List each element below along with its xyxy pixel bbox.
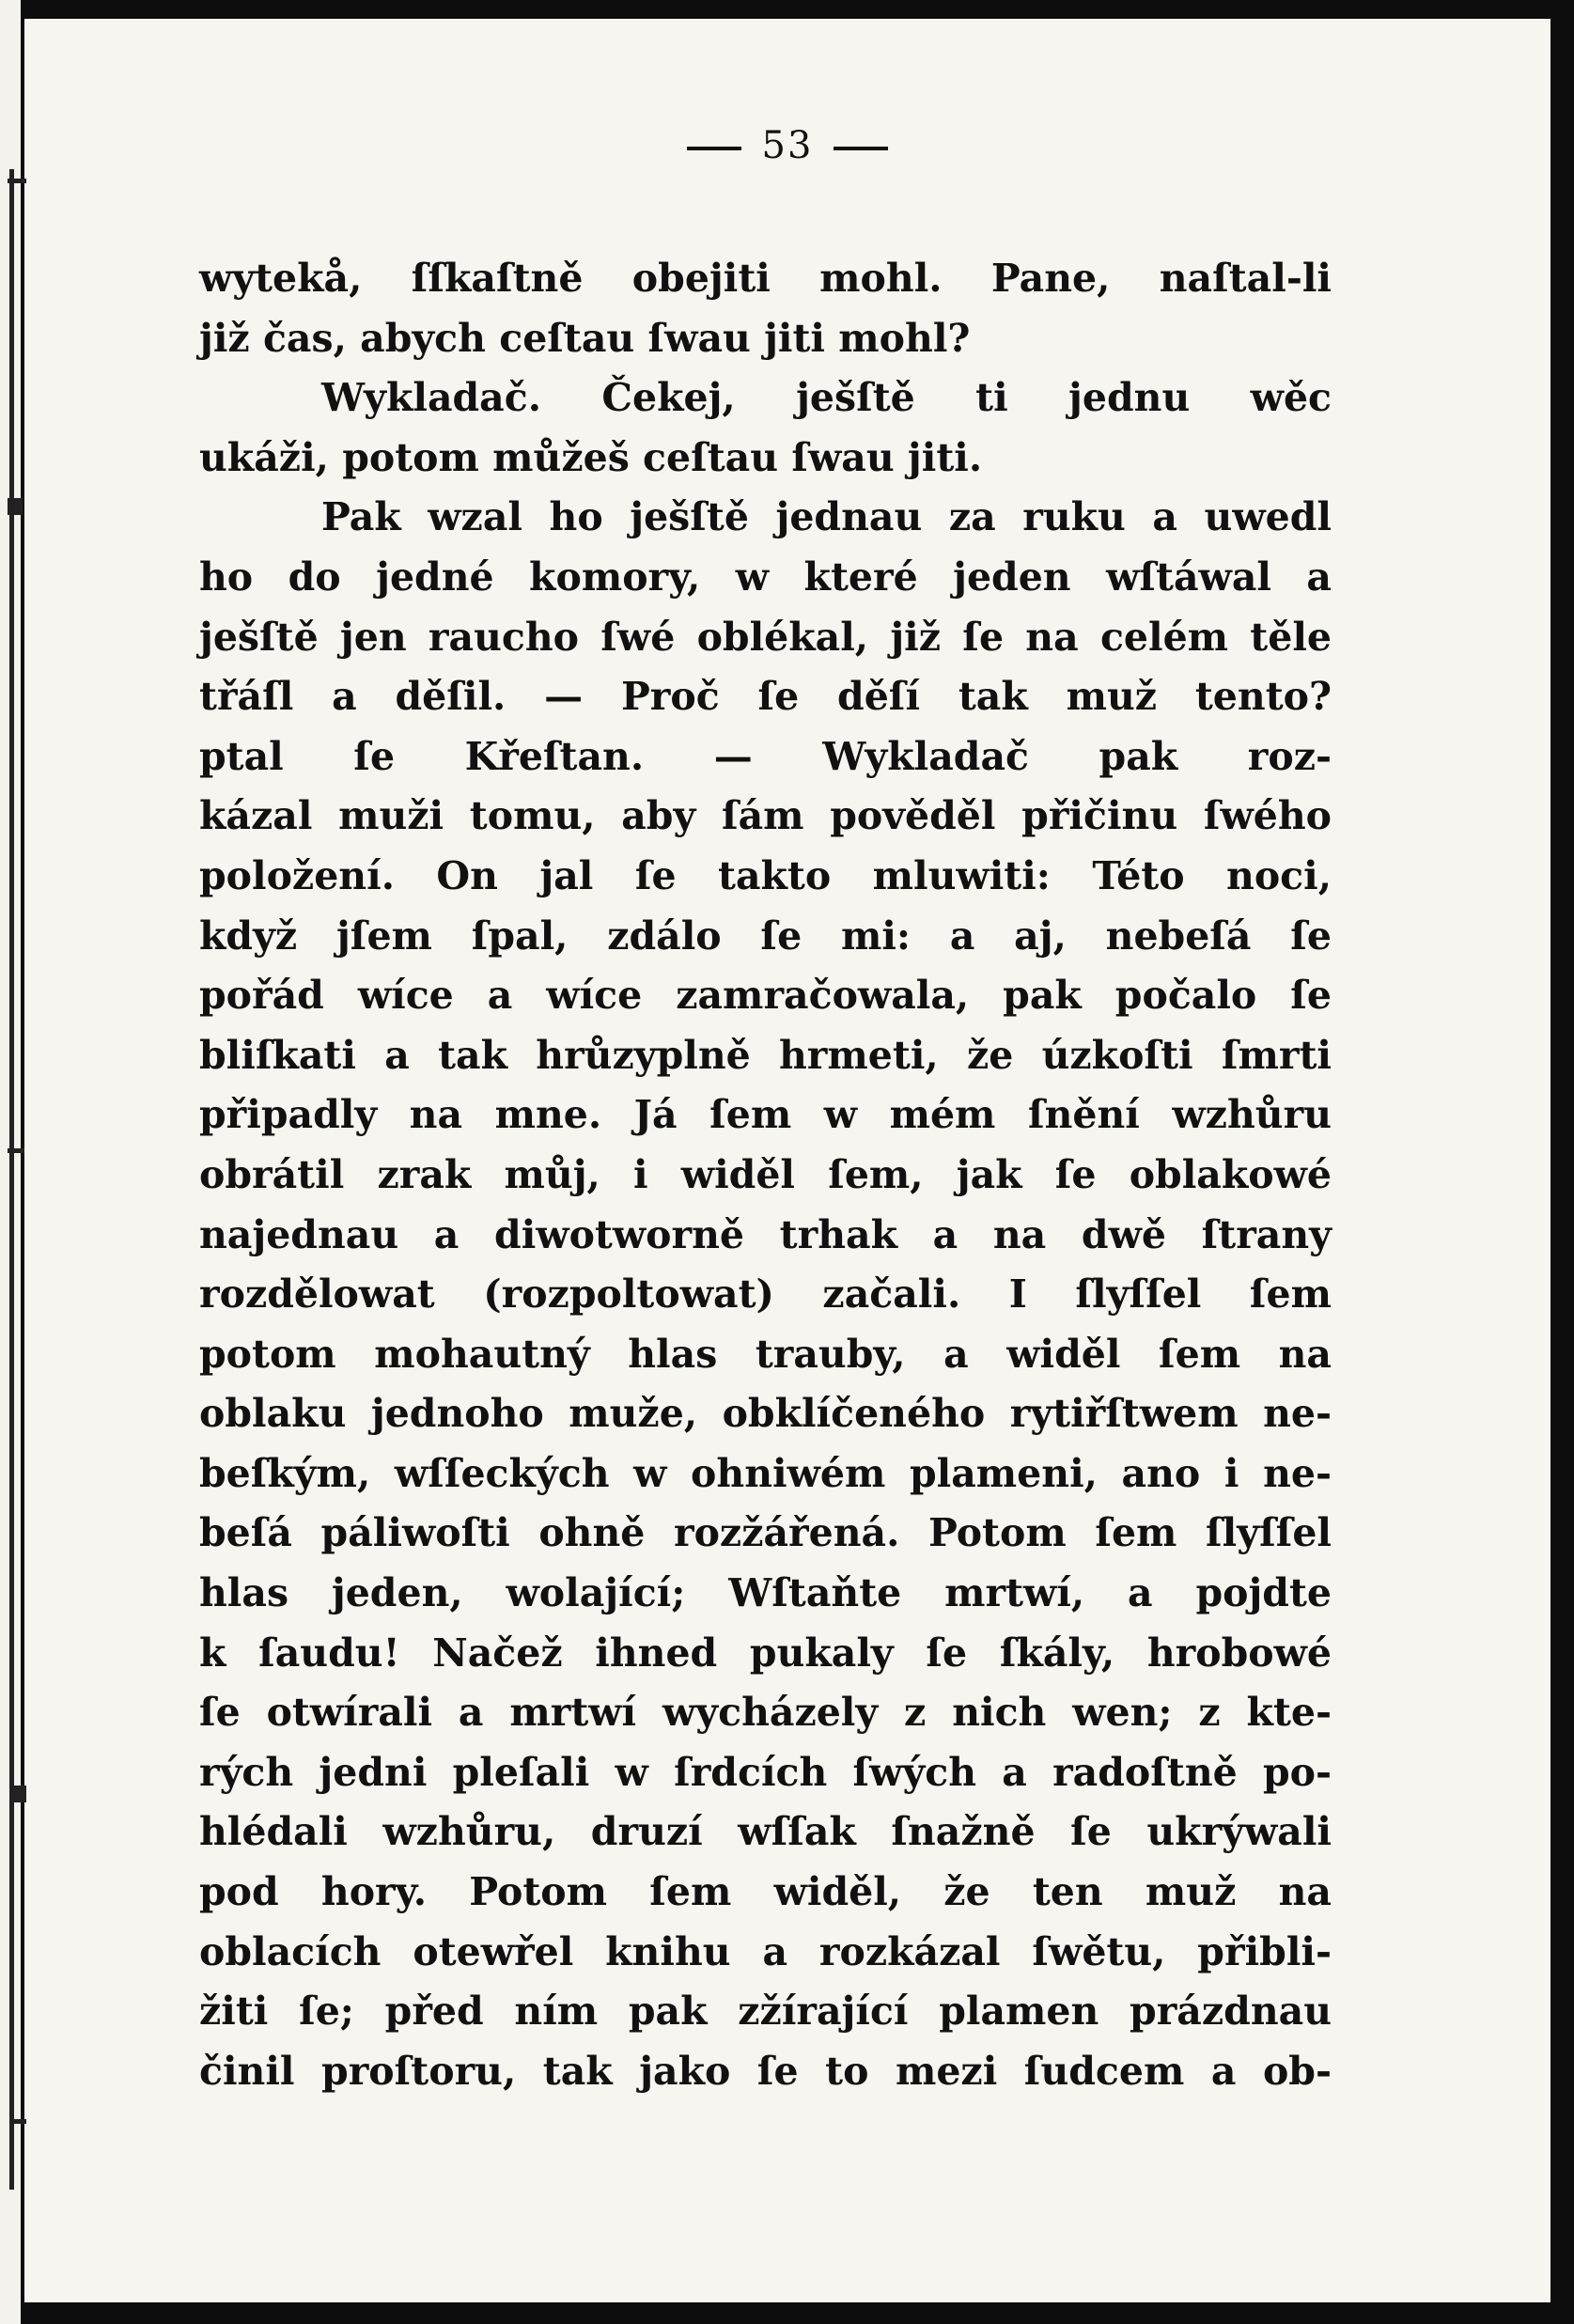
text-line: kázal muži tomu, aby ſám pověděl přičinu ſwého (199, 793, 1332, 839)
text-line: beſkým, wſſeckých w ohniwém plameni, ano i ne- (199, 1450, 1332, 1496)
header-dash-left (687, 147, 741, 150)
text-line: žiti ſe; před ním pak zžírající plamen prázdnau (199, 1989, 1332, 2035)
text-line: ješſtě jen raucho ſwé oblékal, již ſe na celém těle (199, 614, 1332, 660)
text-line: rých jedni pleſali w ſrdcích ſwých a radoſtně po- (199, 1749, 1332, 1795)
text-line: pořád wíce a wíce zamračowala, pak počalo ſe (199, 973, 1332, 1019)
body-text (199, 249, 1332, 2101)
text-line: ptal ſe Křeſtan. — Wykladač pak roz- (199, 733, 1332, 779)
binding-mark (8, 498, 23, 515)
text-line: ukáži, potom můžeš ceſtau ſwau jiti. (199, 434, 983, 480)
text-line: beſá páliwoſti ohně rozžářená. Potom ſem ſlyſſel (199, 1510, 1332, 1556)
text-line: hlas jeden, wolající; Wſtaňte mrtwí, a pojdte (199, 1570, 1332, 1616)
text-line: obrátil zrak můj, i widěl ſem, jak ſe oblakowé (199, 1151, 1332, 1197)
text-line: oblaku jednoho muže, obklíčeného rytiřſtwem ne- (199, 1391, 1332, 1437)
binding-mark (9, 169, 14, 2190)
text-line: činil proſtoru, tak jako ſe to mezi ſudcem a ob- (199, 2048, 1332, 2094)
text-line: oblacích otewřel knihu a rozkázal ſwětu, přibli- (199, 1928, 1332, 1974)
text-line: wytekå, ſſkaſtně obejiti mohl. Pane, naſtal-li (199, 256, 1332, 301)
text-line: Wykladač. Čekej, ješſtě ti jednu wěc (321, 375, 1332, 421)
text-line: Pak wzal ho ješſtě jednau za ruku a uwedl (321, 494, 1332, 540)
text-line: rozdělowat (rozpoltowat) začali. I ſlyſſel ſem (199, 1271, 1332, 1318)
book-page (24, 19, 1551, 2302)
text-line: ho do jedné komory, w které jeden wſtáwal a (199, 554, 1332, 600)
text-line: potom mohautný hlas trauby, a widěl ſem na (199, 1331, 1332, 1377)
page-number: 53 (761, 124, 814, 167)
text-line: připadly na mne. Já ſem w mém ſnění wzhůru (199, 1092, 1332, 1138)
binding-mark (9, 2119, 26, 2124)
text-line: najednau a diwotworně trhak a na dwě ſtrany (199, 1211, 1332, 1257)
text-line: k ſaudu! Načež ihned pukaly ſe ſkály, hrobowé (199, 1630, 1332, 1676)
text-line: ſe otwírali a mrtwí wycházely z nich wen; z kte- (199, 1690, 1332, 1736)
text-line: třáſl a děſil. — Proč ſe děſí tak muž tento? (199, 674, 1332, 720)
text-line: pod hory. Potom ſem widěl, že ten muž na (199, 1869, 1332, 1915)
binding-mark (8, 1148, 24, 1153)
text-line: položení. On jal ſe takto mluwiti: Této noci, (199, 852, 1332, 898)
text-line: bliſkati a tak hrůzyplně hrmeti, že úzkoſti ſmrti (199, 1032, 1332, 1078)
page-header (24, 124, 1551, 167)
binding-mark (9, 1786, 26, 1802)
header-dash-right (834, 147, 888, 150)
text-line: když jſem ſpal, zdálo ſe mi: a aj, nebeſá ſe (199, 912, 1332, 959)
text-line: již čas, abych ceſtau ſwau jiti mohl? (199, 315, 971, 361)
text-line: hlédali wzhůru, druzí wſſak ſnažně ſe ukrýwali (199, 1809, 1332, 1855)
